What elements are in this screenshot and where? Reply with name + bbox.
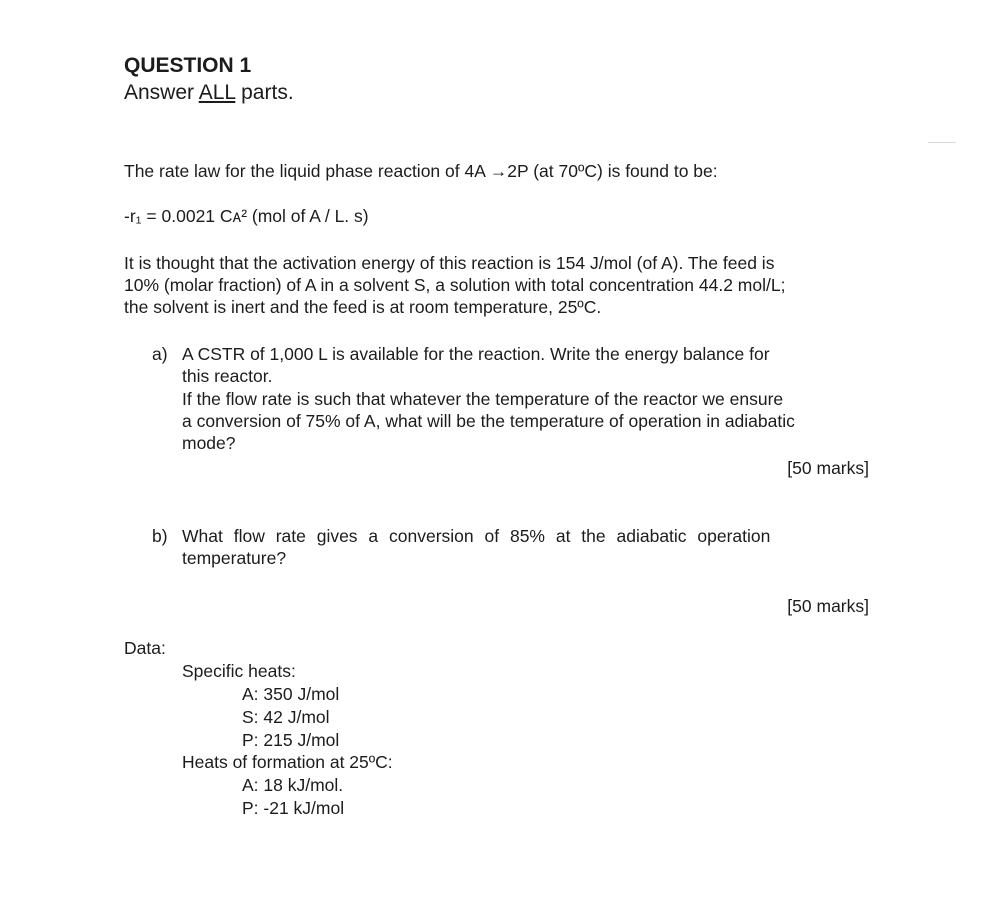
part-b-marks: [50 marks] [787,596,869,616]
subtitle-prefix: Answer [124,81,199,104]
part-a-line-1: A CSTR of 1,000 L is available for the reaction. Write the energy balance for [182,344,770,364]
part-a-line-4: a conversion of 75% of A, what will be the temperature of operation in adiabatic [182,411,795,431]
scan-mark [928,142,956,143]
part-a-label: a) [152,344,168,364]
heat-of-formation-a: A: 18 kJ/mol. [242,775,344,795]
data-label: Data: [124,638,166,658]
question-title: QUESTION 1 [124,54,252,77]
rate-law-equation: -r₁ = 0.0021 Cᴀ² (mol of A / L. s) [124,206,369,226]
part-a-line-5: mode? [182,433,236,453]
part-b-label: b) [152,526,168,546]
part-b-line-2: temperature? [182,548,287,568]
subtitle-suffix: parts. [235,81,294,104]
description-line-1: It is thought that the activation energy of this reaction is 154 J/mol (of A). The feed is [124,253,775,273]
specific-heat-p: P: 215 J/mol [242,730,340,750]
description-line-3: the solvent is inert and the feed is at room temperature, 25ºC. [124,297,602,317]
heats-of-formation-title: Heats of formation at 25ºC: [182,752,393,772]
part-a-line-2: this reactor. [182,366,273,386]
question-subtitle [124,81,294,105]
heat-of-formation-p: P: -21 kJ/mol [242,798,345,818]
part-b-line-1: What flow rate gives a conversion of 85% at the adiabatic operation [182,526,771,546]
part-a-marks: [50 marks] [787,458,869,478]
specific-heats-title: Specific heats: [182,661,296,681]
rate-law-sentence: The rate law for the liquid phase reaction of 4A →2P (at 70ºC) is found to be: [124,161,718,181]
subtitle-emphasis: ALL [198,81,236,104]
part-a-line-3: If the flow rate is such that whatever the temperature of the reactor we ensure [182,389,784,409]
specific-heat-s: S: 42 J/mol [242,707,330,727]
description-line-2: 10% (molar fraction) of A in a solvent S, a solution with total concentration 44.2 mol/L; [124,275,786,295]
specific-heat-a: A: 350 J/mol [242,684,340,704]
